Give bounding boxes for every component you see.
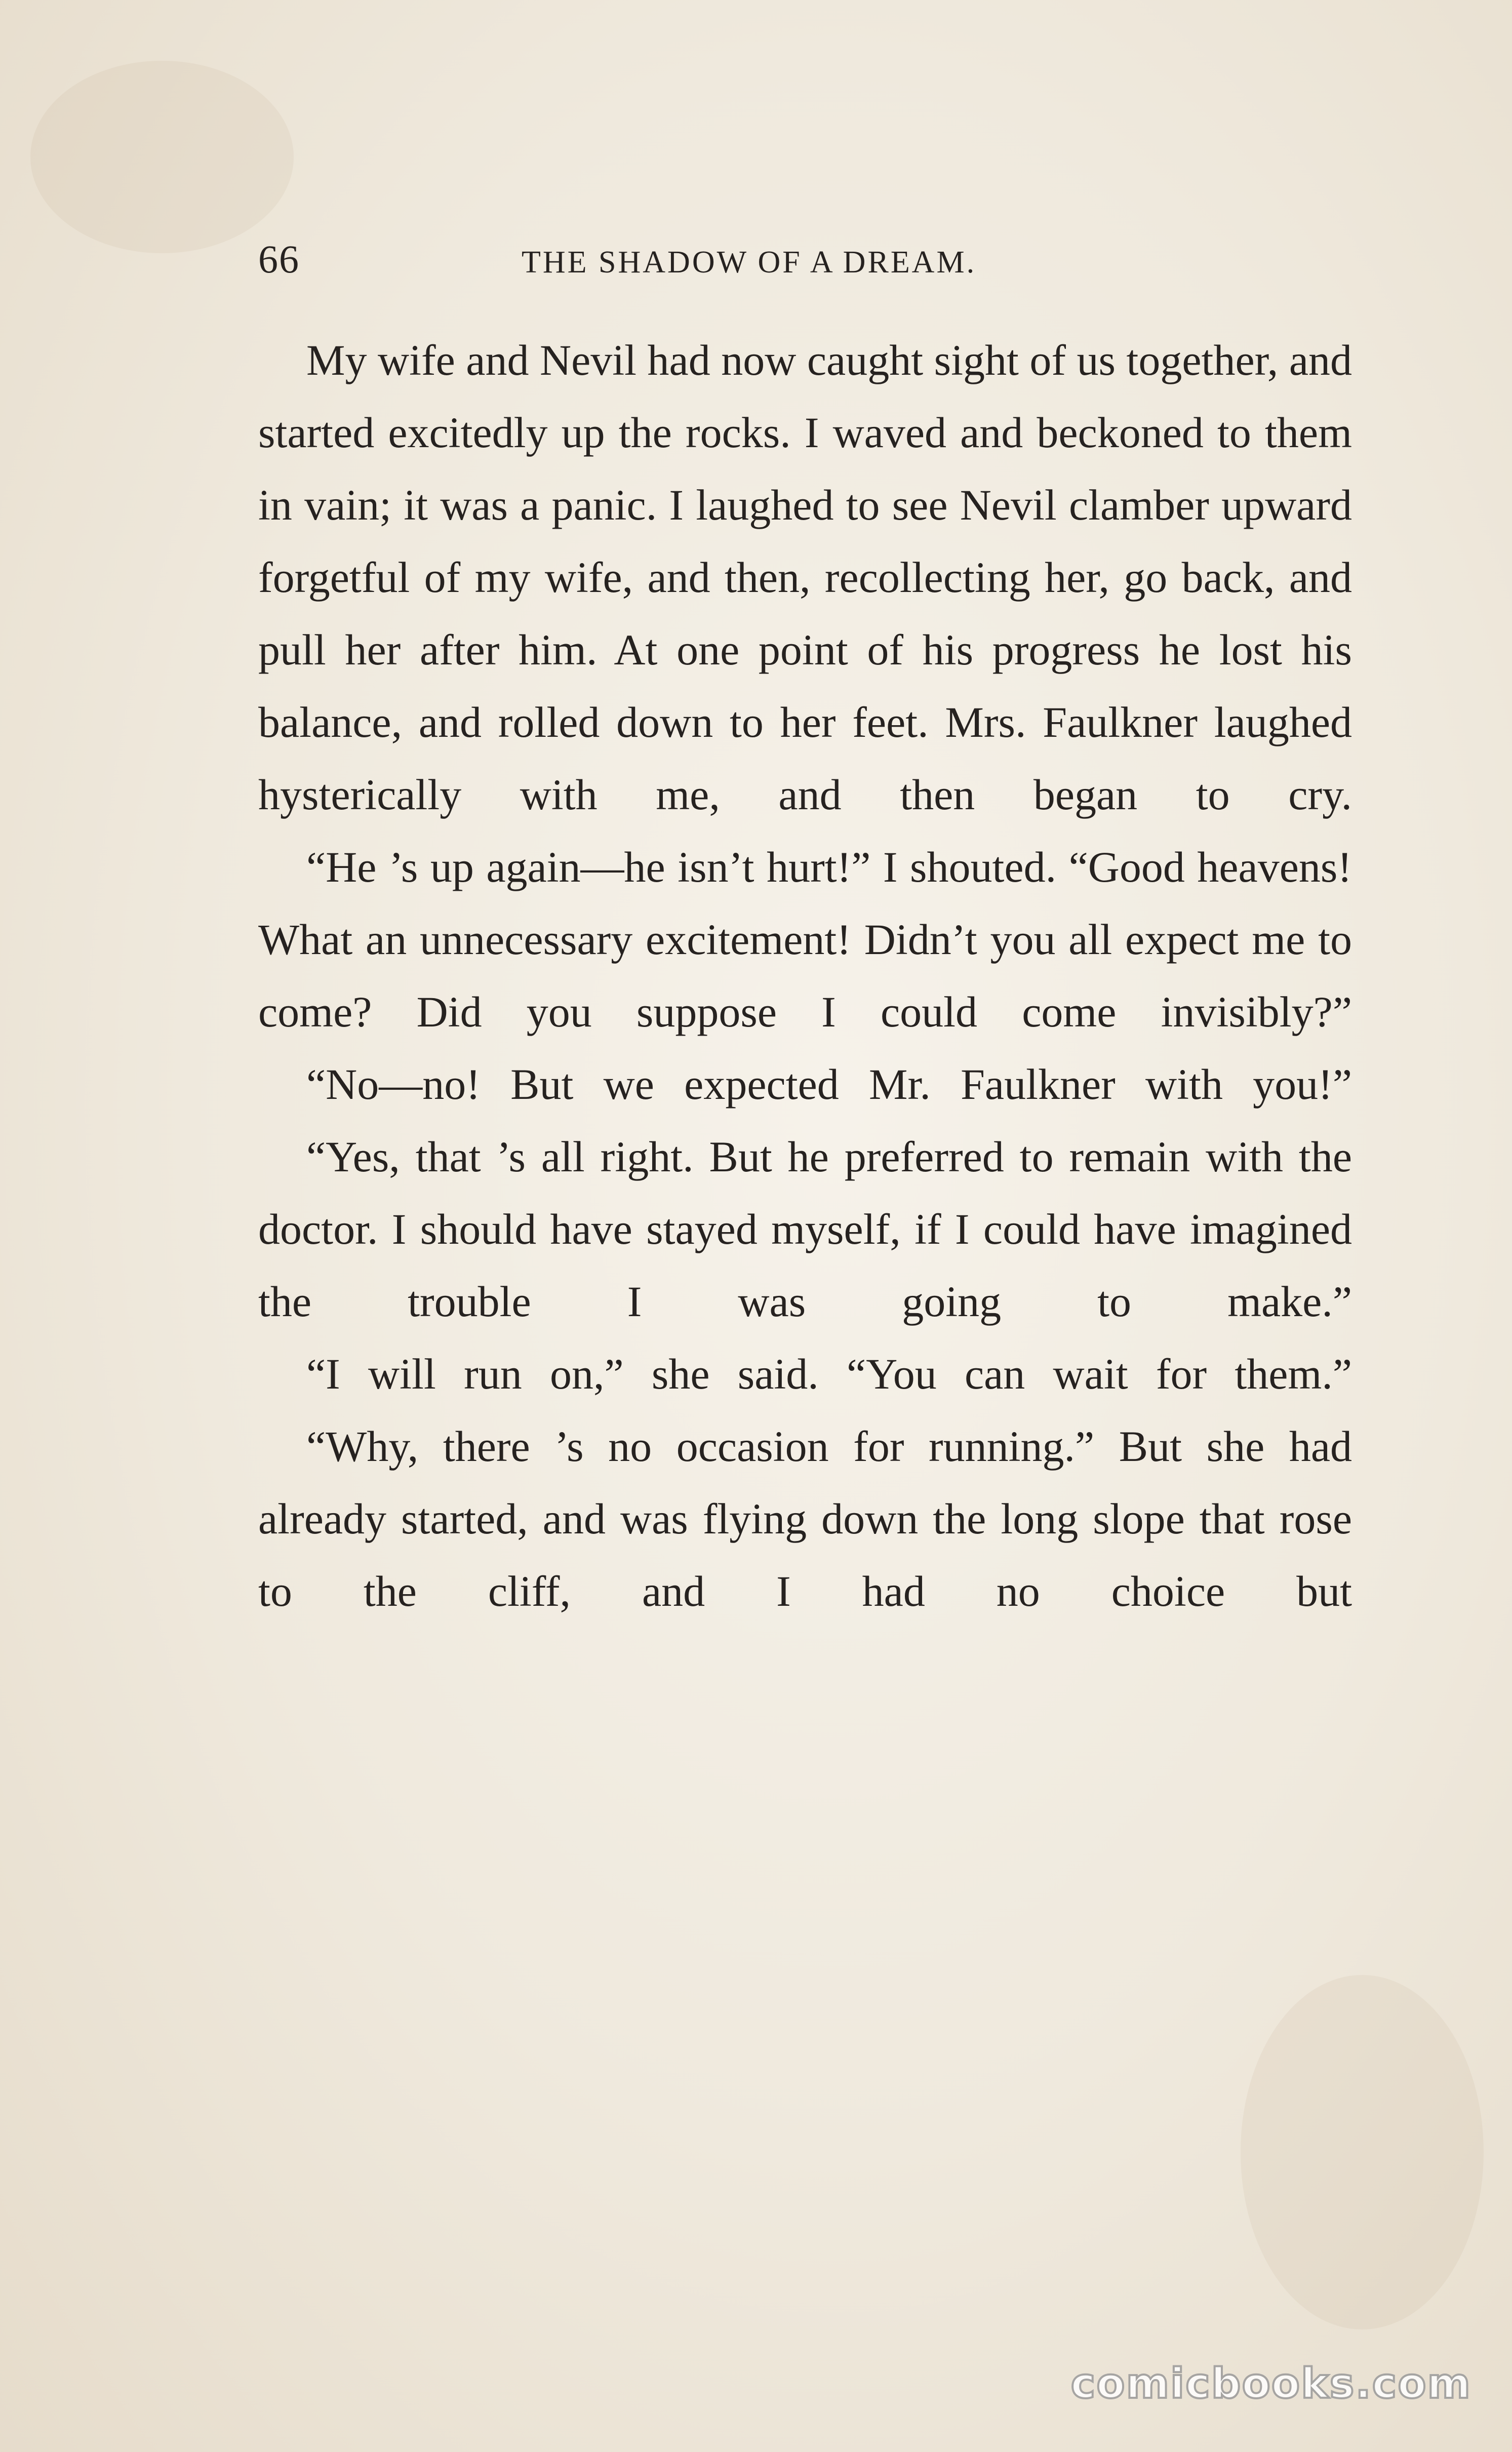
- paragraph: “Yes, that ’s all right. But he preferred to remain with the doctor. I should have stayed myself, if I could have imagined the trouble I was going to make.”: [258, 1132, 1352, 1326]
- paragraph: “Why, there ’s no occasion for running.” But she had already started, and was flying down the long slope that rose to the cliff, and I had no choice but: [258, 1422, 1352, 1615]
- paper-stain: [30, 61, 294, 253]
- paragraph: “He ’s up again—he isn’t hurt!” I shouted. “Good heavens! What an unnecessary excitement! Didn’t you all expect me to come? Did you suppose I could come invisibly?”: [258, 843, 1352, 1036]
- paragraph: “No—no! But we expected Mr. Faulkner with you!”: [306, 1060, 1352, 1109]
- page-header: [258, 234, 1352, 285]
- running-title: THE SHADOW OF A DREAM.: [522, 245, 977, 280]
- paragraph: “I will run on,” she said. “You can wait for them.”: [306, 1350, 1352, 1398]
- paragraph: My wife and Nevil had now caught sight of us together, and started excitedly up the rocks. I waved and beckoned to them in vain; it was a panic. I laughed to see Nevil clamber upward forgetful of my wife, and then, recollecting her, go back, and pull her after him. At one point of his progress he lost his balance, and rolled down to her feet. Mrs. Faulkner laughed hysterically with me, and then began to cry.: [258, 336, 1352, 819]
- page-number: 66: [258, 237, 300, 281]
- body-text: [258, 324, 1352, 1628]
- paper-stain: [1241, 1975, 1484, 2329]
- watermark: comicbooks.com: [1070, 2360, 1471, 2408]
